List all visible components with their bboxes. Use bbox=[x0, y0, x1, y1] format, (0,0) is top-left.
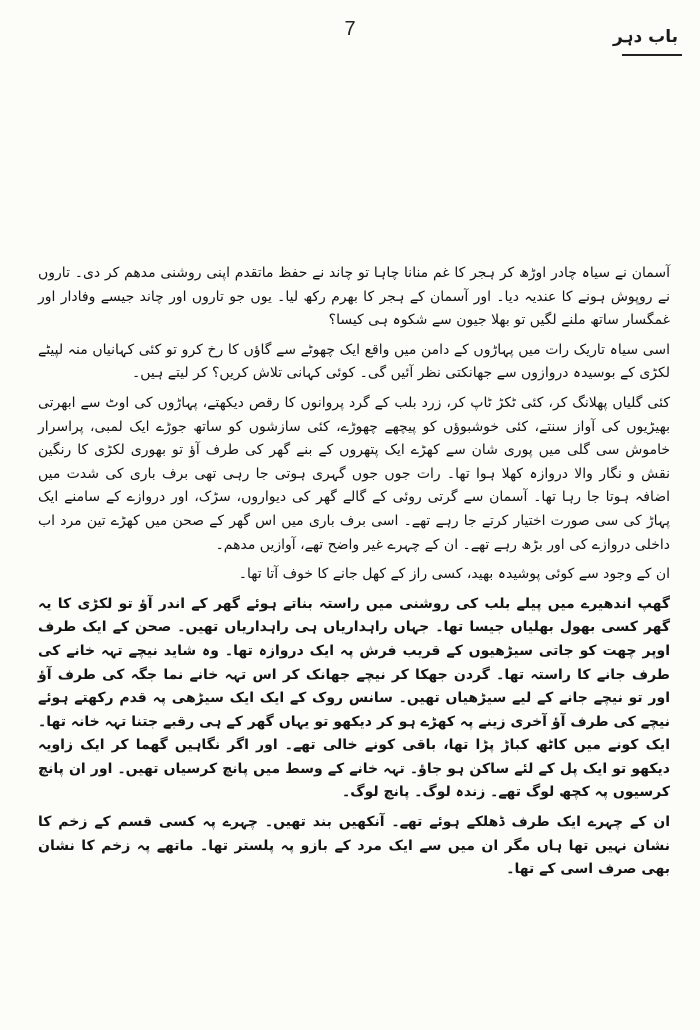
paragraph-2: اسی سیاہ تاریک رات میں پہاڑوں کے دامن میں واقع ایک چھوٹے سے گاؤں کا رخ کرو تو کئی کہانیاں منہ لپیٹے لکڑی کے بوسیدہ دروازوں سے جھانکتی نظر آئیں گی۔ کوئی کہانی تلاش کریں؟ کر لیتے ہیں۔ bbox=[38, 341, 670, 382]
paragraph-4: ان کے وجود سے کوئی پوشیدہ بھید، کسی راز کے کھل جانے کا خوف آتا تھا۔ bbox=[238, 566, 670, 583]
page-number: 7 bbox=[344, 18, 356, 40]
paragraph-5: گھپ اندھیرے میں پیلے بلب کی روشنی میں راستہ بناتے ہوئے گھر کے اندر آؤ تو لکڑی کا یہ گھر کسی بھول بھلیاں جیسا تھا۔ جہاں راہداریاں ہی راہداریاں تھیں۔ صحن کے ایک طرف اوپر چھت کو جاتی سیڑھیوں کے قریب فرش پہ ایک دروازہ تھا۔ وہ شاید نیچے تہہ خانے کی طرف جانے کا راستہ تھا۔ گردن جھکا کر نیچے جھانک کر اس تہہ خانے نما جگہ کی طرف آؤ اور تو نیچے جانے کے لیے سیڑھیاں تھیں۔ سانس روک کے ایک ایک سیڑھی پہ قدم رکھتے ہوئے نیچے کی طرف آؤ آخری زینے پہ کھڑے ہو کر دیکھو تو یہاں گھر کے ہی رقبے جتنا تہہ خانہ تھا۔ ایک کونے میں کاٹھ کباڑ پڑا تھا، باقی کونے خالی تھے۔ اور اگر نگاہیں گھما کر ایک زاویہ دیکھو تو ایک پل کے لئے ساکن ہو جاؤ۔ تہہ خانے کے وسط میں پانچ کرسیاں تھیں۔ اور ان پانچ کرسیوں پہ کچھ لوگ تھے۔ زندہ لوگ۔ پانچ لوگ۔ bbox=[38, 595, 670, 801]
body-text bbox=[38, 262, 670, 888]
paragraph-6: ان کے چہرے ایک طرف ڈھلکے ہوئے تھے۔ آنکھیں بند تھیں۔ چہرے پہ کسی قسم کے زخم کا نشان نہیں تھا ہاں مگر ان میں سے ایک مرد کے بازو پہ پلستر تھا۔ ماتھے پہ زخم کا نشان بھی صرف اسی کے تھا۔ bbox=[38, 814, 670, 878]
paragraph-3: کئی گلیاں پھلانگ کر، کئی ٹکڑ ٹاپ کر، زرد بلب کے گرد پروانوں کا رقص دیکھتے، پہاڑوں کی اوٹ سے ابھرتی بھیڑیوں کی آواز سنتے، کئی خوشبوؤں کو پیچھے چھوڑے، کئی سازشوں کو ساتھ جوڑے ایک لمبی، پراسرار خاموش سی گلی میں پوری شان سے کھڑے ایک پتھروں کے بنے گھر کی طرف آؤ تو بھوری لکڑی کا رنگین نقش و نگار والا دروازہ کھلا ہوا تھا۔ رات جوں جوں گہری ہوتی جا رہی تھی برف باری کی شدت میں اضافہ ہوتا جا رہا تھا۔ آسمان سے گرتی روئی کے گالے گھر کی دیواروں، سڑک، اور دروازے کے سامنے ایک پہاڑ کی سی صورت اختیار کرتے جا رہے تھے۔ اسی برف باری میں اس گھر کے صحن میں کھڑے تین مرد اب داخلی دروازے کی اور بڑھ رہے تھے۔ ان کے چہرے غیر واضح تھے، آوازیں مدھم۔ bbox=[38, 394, 670, 553]
running-header: باب دہر bbox=[612, 27, 678, 47]
header-rule bbox=[622, 54, 682, 56]
paragraph-1: آسمان نے سیاہ چادر اوڑھ کر ہجر کا غم منانا چاہا تو چاند نے حفظ ماتقدم اپنی روشنی مدھم کر دی۔ تاروں نے روپوش ہونے کا عندیہ دیا۔ اور آسمان کے ہجر کا بھرم رکھ لیا۔ یوں جو تاروں اور چاند جیسے وفادار اور غمگسار ساتھ ملنے لگیں تو بھلا جیون سے شکوہ ہی کیسا؟ bbox=[38, 265, 670, 329]
